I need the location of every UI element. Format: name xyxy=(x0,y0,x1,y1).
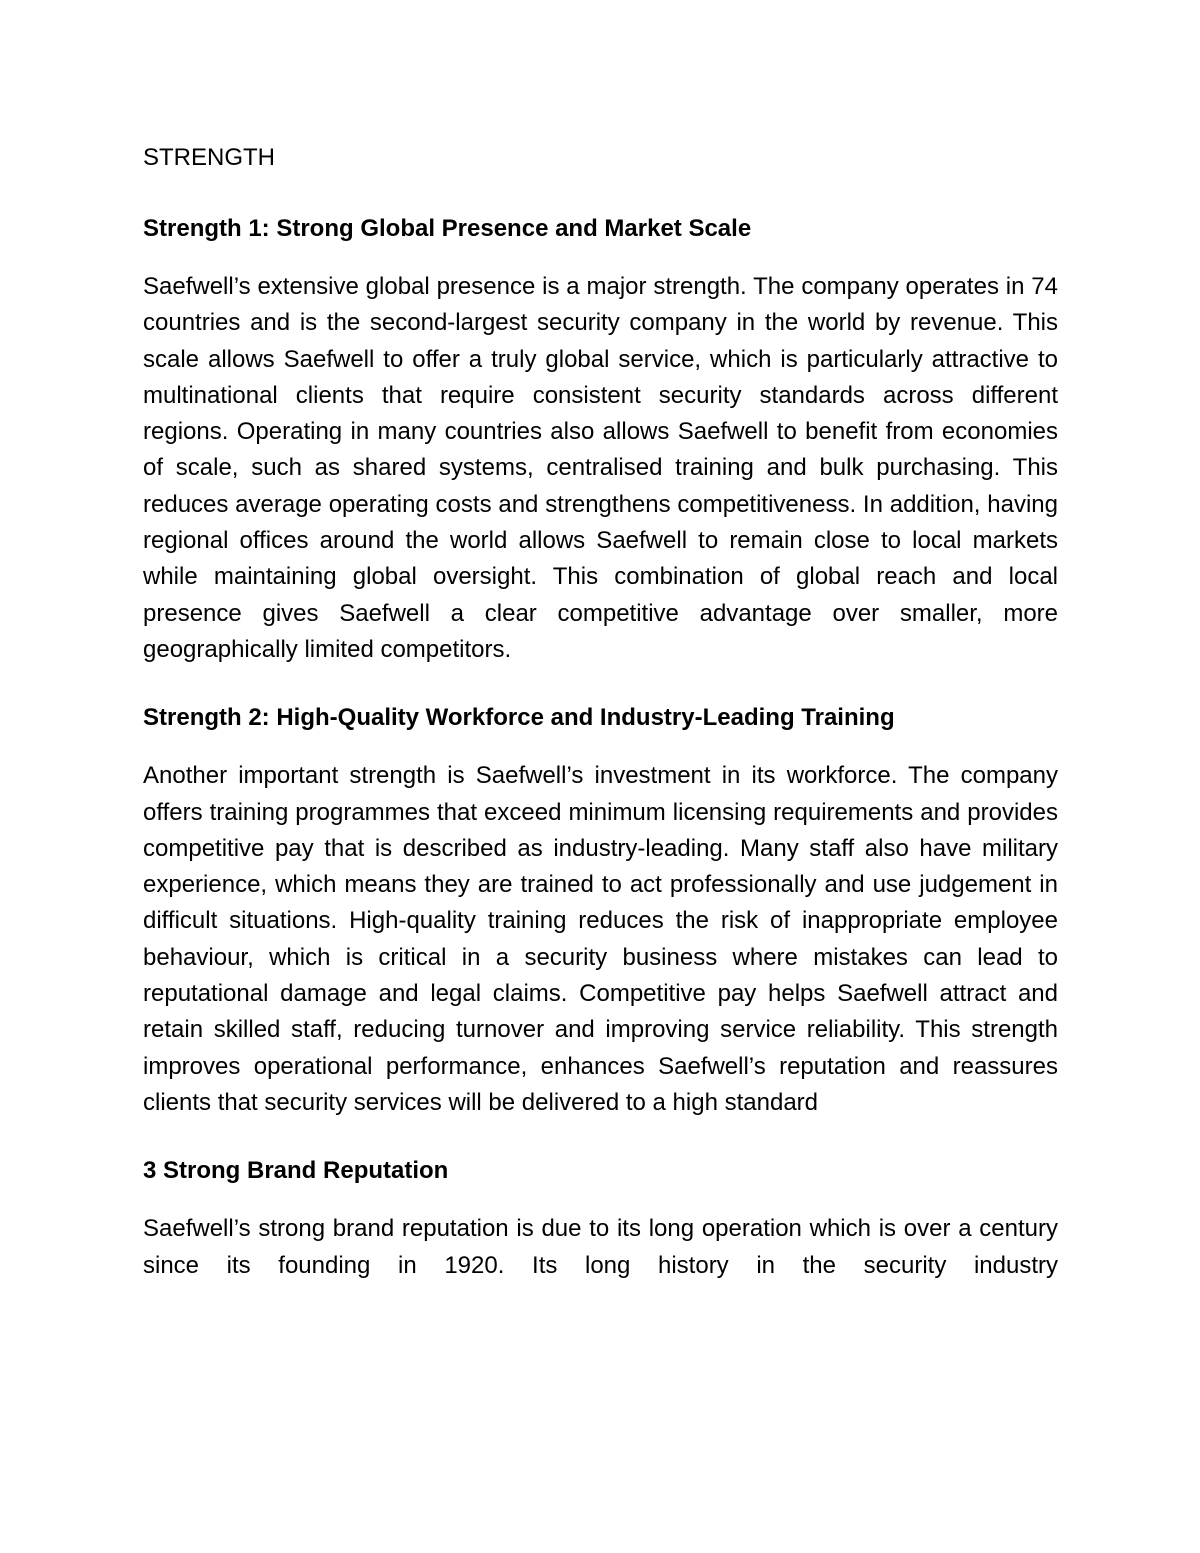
section-heading: Strength 2: High-Quality Workforce and Industry-Leading Training xyxy=(143,704,895,732)
section-strength-2 xyxy=(143,700,1058,1121)
section-strength-3 xyxy=(143,1153,1058,1284)
section-paragraph: Another important strength is Saefwell’s investment in its workforce. The company offers training programmes that exceed minimum licensing requirements and provides competitive pay that is described as industry-leading. Many staff also have military experience, which means they are trained to act professionally and use judgement in difficult situations. High-quality training reduces the risk of inappropriate employee behaviour, which is critical in a security business where mistakes can lead to reputational damage and legal claims. Competitive pay helps Saefwell attract and retain skilled staff, reducing turnover and improving service reliability. This strength improves operational performance, enhances Saefwell’s reputation and reassures clients that security services will be delivered to a high standard xyxy=(143,762,1058,1116)
section-strength-1 xyxy=(143,211,1058,668)
section-heading: 3 Strong Brand Reputation xyxy=(143,1157,449,1185)
section-heading: Strength 1: Strong Global Presence and Market Scale xyxy=(143,215,752,242)
document-title: STRENGTH xyxy=(143,144,275,171)
document-page xyxy=(143,140,1058,1284)
section-paragraph: Saefwell’s strong brand reputation is due to its long operation which is over a century since its founding in 1920. Its long history in the security industry xyxy=(143,1215,1058,1279)
section-paragraph: Saefwell’s extensive global presence is a major strength. The company operates in 74 countries and is the second-largest security company in the world by revenue. This scale allows Saefwell to offer a truly global service, which is particularly attractive to multinational clients that require consistent security standards across different regions. Operating in many countries also allows Saefwell to benefit from economies of scale, such as shared systems, centralised training and bulk purchasing. This reduces average operating costs and strengthens competitiveness. In addition, having regional offices around the world allows Saefwell to remain close to local markets while maintaining global oversight. This combination of global reach and local presence gives Saefwell a clear competitive advantage over smaller, more geographically limited competitors. xyxy=(143,273,1058,663)
